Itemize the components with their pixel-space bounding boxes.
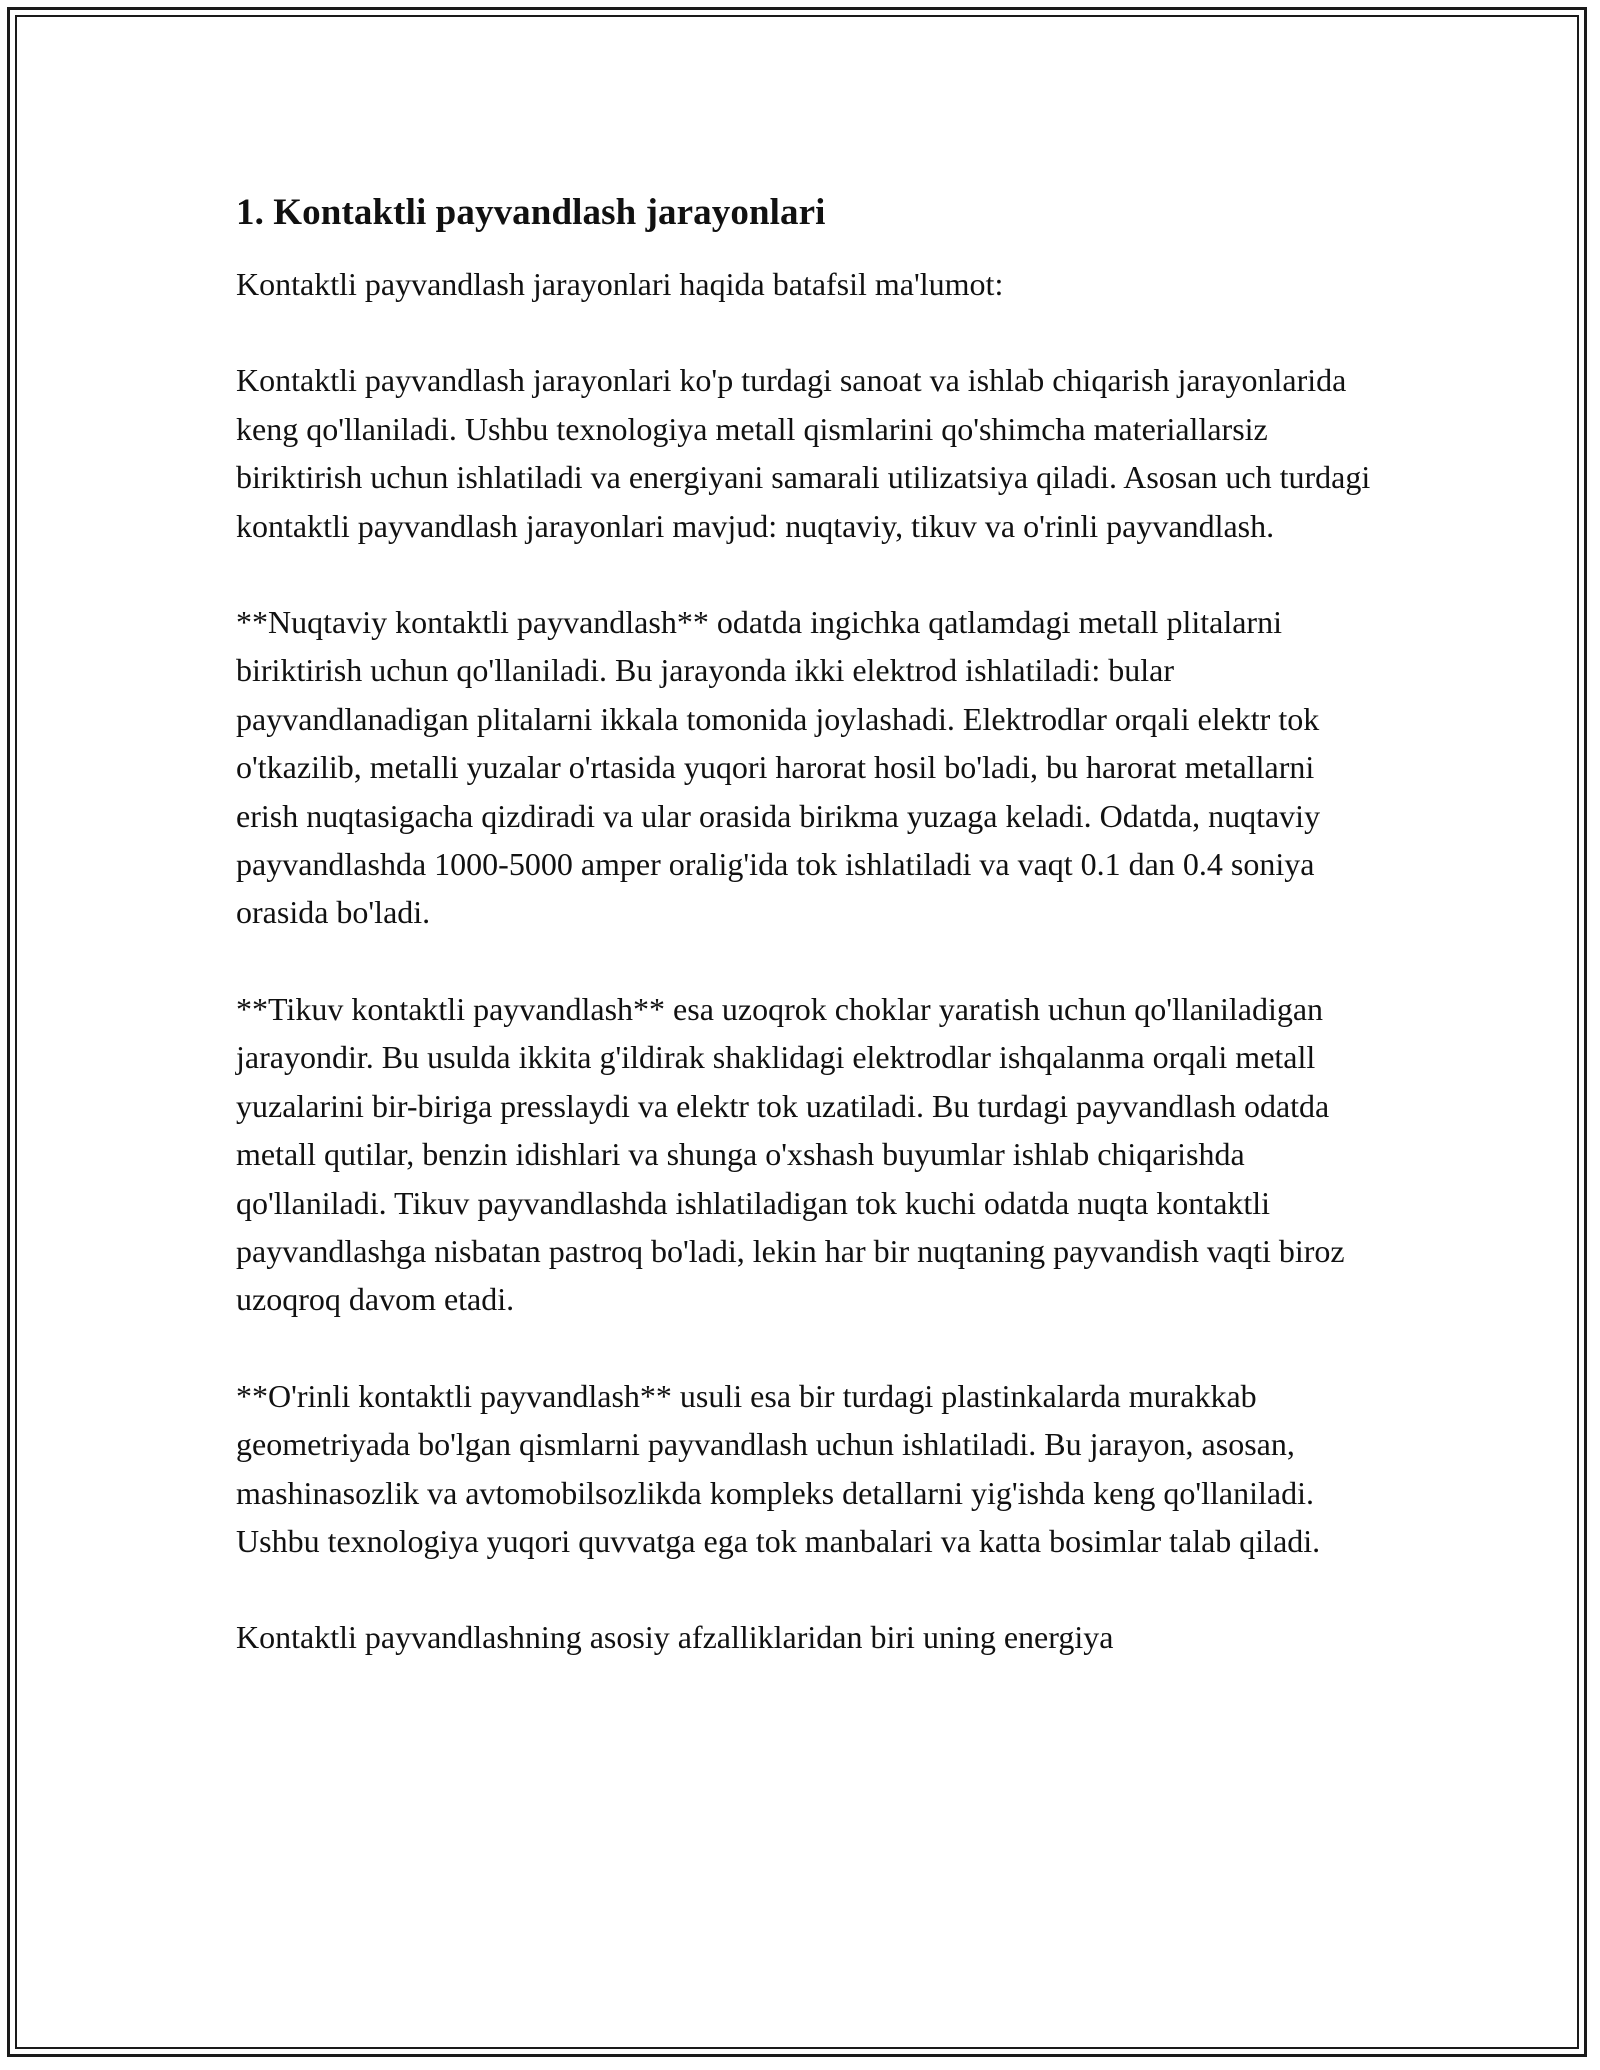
advantages-paragraph: Kontaktli payvandlashning asosiy afzalliklaridan biri uning energiya (236, 1619, 1114, 1656)
projection-welding-paragraph: **O'rinli kontaktli payvandlash** usuli esa bir turdagi plastinkalarda murakkab geometriyada bo'lgan qismlarni payvandlash uchun ishlatiladi. Bu jarayon, asosan, mashinasozlik va avtomobilsozlikda kompleks detallarni yig'ishda keng qo'llaniladi. Ushbu texnologiya yuqori quvvatga ega tok manbalari va katta bosimlar talab qiladi. (236, 1377, 1321, 1559)
spot-welding-paragraph: **Nuqtaviy kontaktli payvandlash** odatda ingichka qatlamdagi metall plitalarni biriktirish uchun qo'llaniladi. Bu jarayonda ikki elektrod ishlatiladi: bular payvandlanadigan plitalarni ikkala tomonida joylashadi. Elektrodlar orqali elektr tok o'tkazilib, metalli yuzalar o'rtasida yuqori harorat hosil bo'ladi, bu harorat metallarni erish nuqtasigacha qizdiradi va ular orasida birikma yuzaga keladi. Odatda, nuqtaviy payvandlashda 1000-5000 amper oralig'ida tok ishlatiladi va vaqt 0.1 dan 0.4 soniya orasida bo'ladi. (236, 604, 1321, 931)
section-heading: 1. Kontaktli payvandlash jarayonlari (236, 192, 826, 233)
overview-paragraph: Kontaktli payvandlash jarayonlari ko'p turdagi sanoat va ishlab chiqarish jarayonlarida keng qo'llaniladi. Ushbu texnologiya metall qismlarini qo'shimcha materiallarsiz biriktirish uchun ishlatiladi va energiyani samarali utilizatsiya qiladi. Asosan uch turdagi kontaktli payvandlash jarayonlari mavjud: nuqtaviy, tikuv va o'rinli payvandlash. (236, 362, 1371, 544)
document-body (236, 186, 1376, 1710)
intro-paragraph: Kontaktli payvandlash jarayonlari haqida batafsil ma'lumot: (236, 266, 1004, 302)
seam-welding-paragraph: **Tikuv kontaktli payvandlash** esa uzoqrok choklar yaratish uchun qo'llaniladigan jarayondir. Bu usulda ikkita g'ildirak shaklidagi elektrodlar ishqalanma orqali metall yuzalarini bir-biriga presslaydi va elektr tok uzatiladi. Bu turdagi payvandlash odatda metall qutilar, benzin idishlari va shunga o'xshash buyumlar ishlab chiqarishda qo'llaniladi. Tikuv payvandlashda ishlatiladigan tok kuchi odatda nuqta kontaktli payvandlashga nisbatan pastroq bo'ladi, lekin har bir nuqtaning payvandish vaqti biroz uzoqroq davom etadi. (236, 990, 1345, 1318)
